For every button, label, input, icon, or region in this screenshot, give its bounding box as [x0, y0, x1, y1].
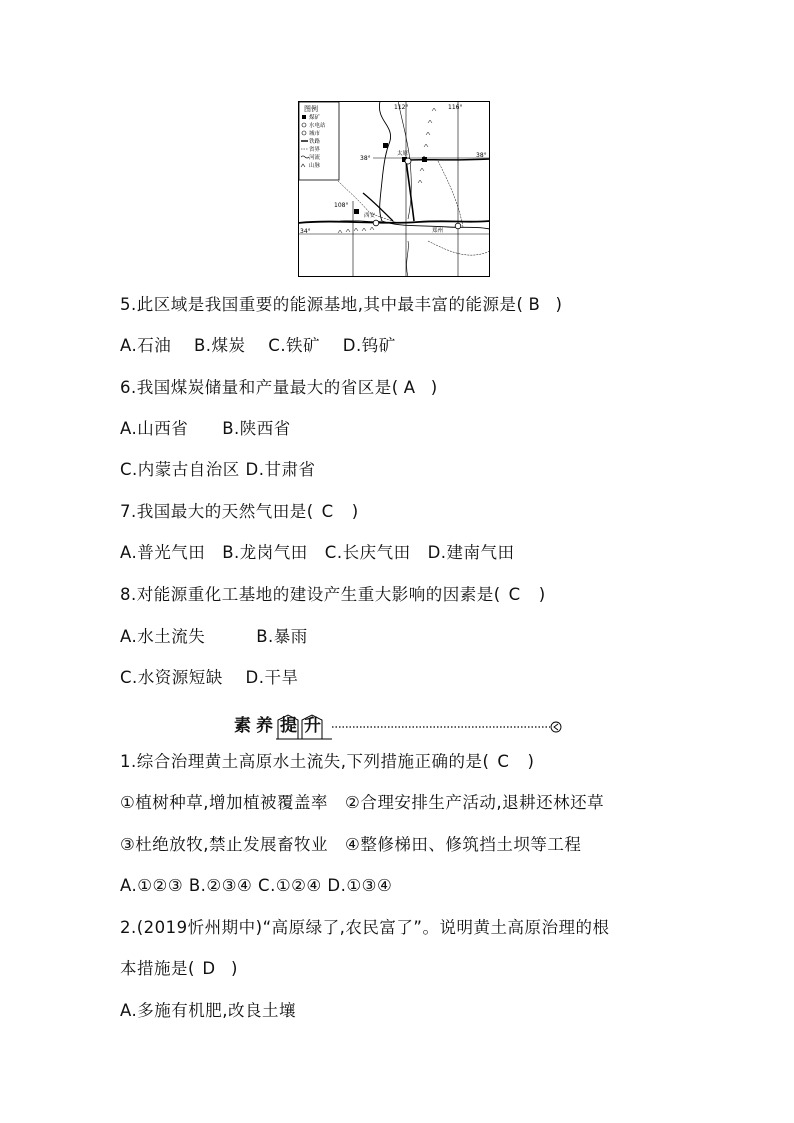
practice-question-2-answer: D	[202, 959, 216, 978]
legend-railway: 铁路	[309, 139, 321, 145]
question-8	[120, 584, 546, 606]
question-7-text: 7.我国最大的天然气田是(	[120, 502, 314, 521]
lon-116-label: 116°	[448, 104, 463, 111]
lon-108-label: 108°	[334, 202, 349, 209]
legend-mountain: 山脉	[309, 163, 321, 169]
legend-title: 图例	[304, 105, 318, 113]
energy-base-map	[298, 101, 490, 277]
question-6-options-2: C.内蒙古自治区 D.甘肃省	[120, 460, 316, 479]
section-banner-literacy	[234, 712, 564, 740]
question-6-text: 6.我国煤炭储量和产量最大的省区是(	[120, 378, 399, 397]
banner-char-1: 素	[234, 716, 251, 736]
question-8-options-1: A.水土流失 B.暴雨	[120, 627, 308, 646]
question-5-close: )	[555, 295, 563, 314]
legend-hydro: 水电站	[309, 123, 326, 129]
practice-question-1-text: 1.综合治理黄土高原水土流失,下列措施正确的是(	[120, 752, 490, 771]
city-xian-label: 西安	[364, 213, 376, 219]
question-5-text: 5.此区域是我国重要的能源基地,其中最丰富的能源是(	[120, 295, 524, 314]
practice-question-1	[120, 751, 534, 773]
question-8-answer: C	[508, 585, 521, 604]
practice-question-2-option-a: A.多施有机肥,改良土壤	[120, 1001, 296, 1020]
question-7-answer: C	[321, 502, 334, 521]
legend-border: 省界	[309, 147, 321, 153]
practice-question-2-close: )	[230, 959, 238, 978]
question-7	[120, 501, 359, 523]
question-5-options: A.石油 B.煤炭 C.铁矿 D.钨矿	[120, 336, 396, 355]
banner-char-3: 提	[280, 716, 297, 736]
question-8-close: )	[538, 585, 546, 604]
city-zhengzhou-label: 郑州	[432, 228, 444, 234]
practice-question-2-text: 本措施是(	[120, 959, 195, 978]
banner-dotted-rule	[332, 720, 564, 734]
question-8-text: 8.对能源重化工基地的建设产生重大影响的因素是(	[120, 585, 501, 604]
question-7-options: A.普光气田 B.龙岗气田 C.长庆气田 D.建南气田	[120, 543, 515, 562]
legend-city: 城市	[309, 131, 321, 137]
question-6	[120, 377, 438, 399]
banner-char-2: 养	[256, 716, 273, 736]
question-6-options-1: A.山西省 B.陕西省	[120, 419, 291, 438]
question-5	[120, 294, 562, 316]
lat-38-left-label: 38°	[360, 155, 371, 162]
practice-question-1-items-1: ①植树种草,增加植被覆盖率 ②合理安排生产活动,退耕还林还草	[120, 793, 605, 812]
question-5-answer: B	[528, 295, 541, 314]
lon-112-label: 112°	[394, 104, 409, 111]
practice-question-2-line-2	[120, 958, 238, 980]
legend-coal: 煤矿	[309, 115, 321, 121]
practice-question-2-line-1: 2.(2019忻州期中)“高原绿了,农民富了”。说明黄土高原治理的根	[120, 918, 610, 937]
lat-38-right-label: 38°	[476, 152, 487, 159]
question-6-close: )	[430, 378, 438, 397]
practice-question-1-options: A.①②③ B.②③④ C.①②④ D.①③④	[120, 876, 393, 895]
question-8-options-2: C.水资源短缺 D.干旱	[120, 668, 299, 687]
legend-river: 河流	[309, 155, 321, 161]
banner-char-4: 升	[304, 716, 321, 736]
question-7-close: )	[351, 502, 359, 521]
practice-question-1-close: )	[527, 752, 535, 771]
practice-question-1-answer: C	[497, 752, 510, 771]
lat-34-label: 34°	[300, 228, 311, 235]
question-6-answer: A	[403, 378, 416, 397]
city-taiyuan-label: 太原	[397, 151, 409, 157]
practice-question-1-items-2: ③杜绝放牧,禁止发展畜牧业 ④整修梯田、修筑挡土坝等工程	[120, 835, 582, 854]
